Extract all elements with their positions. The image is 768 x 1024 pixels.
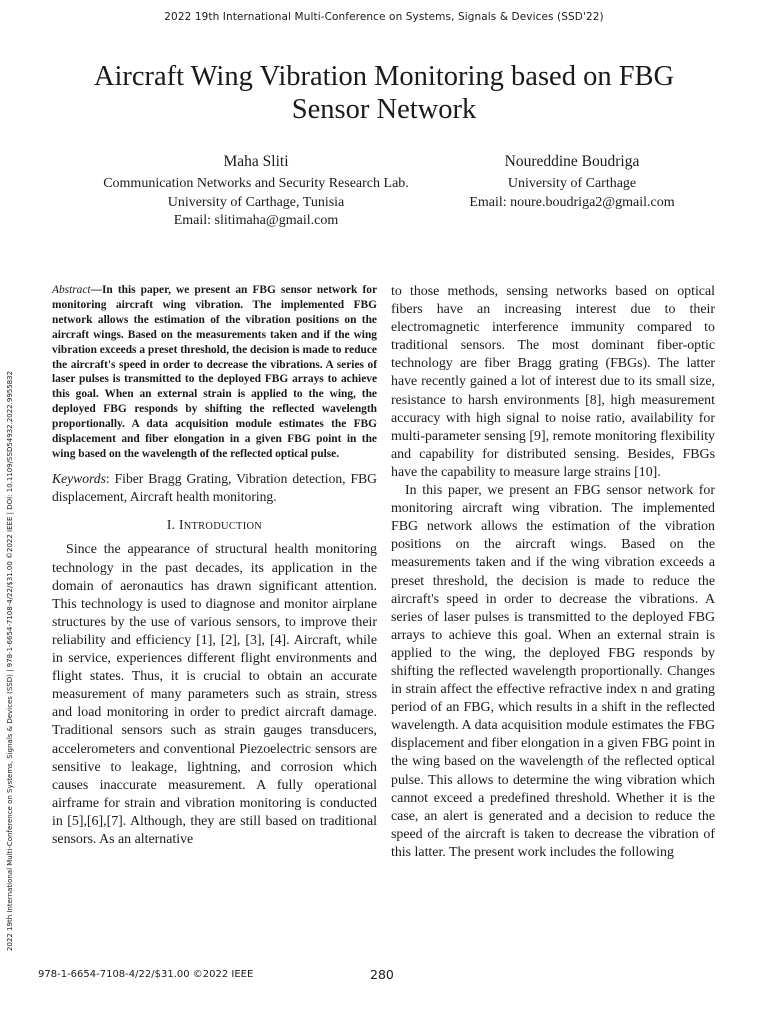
doi-sidebar: 2022 19th International Multi-Conference on Systems, Signals & Devices (SSD) | 978-1-6654-7108-4/22/$31.00 ©2022 IEEE | DOI: 10.1109/SSD54932.2022.9955832 [6, 370, 14, 951]
conference-header: 2022 19th International Multi-Conference on Systems, Signals & Devices (SSD'22) [164, 11, 604, 23]
footer-isbn: 978-1-6654-7108-4/22/$31.00 ©2022 IEEE [38, 969, 254, 980]
author-affiliation: Communication Networks and Security Research Lab. [103, 176, 409, 191]
right-column [391, 283, 715, 862]
author-block-1 [62, 152, 450, 231]
keywords-label: Keywords [52, 470, 106, 486]
author-name: Noureddine Boudriga [504, 153, 640, 170]
section-heading-introduction [52, 517, 377, 533]
section-title-rest: NTRODUCTION [183, 521, 263, 533]
paper-title-line2: Sensor Network [291, 94, 477, 125]
author-affiliation: University of Carthage [507, 176, 637, 191]
author-email: Email: slitimaha@gmail.com [173, 213, 339, 228]
intro-paragraph-2: In this paper, we present an FBG sensor network for monitoring aircraft wing vibration. The implemented FBG network allows the estimation of the vibration positions on the aircraft wings. Based on the measurements taken and if the wing vibration exceeds a preset threshold, the decision is made to reduce the aircraft's speed in order to decrease the vibrations. A series of laser pulses is transmitted to the deployed FBG arrays to achieve this goal. When an external strain is applied to the wing, the deployed FBG responds by shifting the reflected wavelength proportionally. Changes in strain affect the effective refractive index n and grating period of an FBG, which results in a shift in the reflected wavelength. A data acquisition module estimates the FBG displacement and fiber elongation in a given FBG point in the wing based on the wavelength of the reflected optical pulse. This allows to determine the wing vibration which cannot exceed a predefined threshold. Whether it is the case, an alert is generated and a decision to reduce the speed of the aircraft is taken to decrease the vibration of this latter. The present work includes the following [391, 483, 715, 860]
abstract-label: Abstract [52, 284, 91, 296]
author-email: Email: noure.boudriga2@gmail.com [469, 194, 675, 210]
abstract-text: In this paper, we present an FBG sensor network for monitoring aircraft wing vibration. The implemented FBG network allows the estimation of the vibration positions on the aircraft wings. Based on the measurements taken and if the wing vibration exceeds a preset threshold, the decision is made to reduce the aircraft's speed in order to decrease the vibrations. A series of laser pulses is transmitted to the deployed FBG arrays to achieve this goal. When an external strain is applied to the wing, the deployed FBG responds by shifting the reflected wavelength proportionally. A data acquisition module estimates the FBG displacement and fiber elongation in a given FBG point in the wing based on the wavelength of the reflected optical pulse. [52, 284, 377, 460]
keywords-text: Fiber Bragg Grating, Vibration detection, FBG displacement, Aircraft health monitoring. [52, 470, 377, 504]
intro-paragraph-1-continued: to those methods, sensing networks based on optical fibers have an increasing interest due to their electromagnetic interference immunity compared to traditional sensors. The most dominant fiber-optic technology are fiber Bragg grating (FBGs). The latter have recently gained a lot of interest due to its small size, resistance to harsh environments [8], high measurement accuracy with high signal to noise ratio, availability for multi-parameter sensing [9], remote monitoring flexibility and capability for distributed sensing. Besides, FBGs have the capability to measure large strains [10]. [391, 284, 715, 480]
left-column [52, 283, 377, 849]
paper-title [40, 60, 728, 126]
author-name: Maha Sliti [223, 153, 289, 170]
section-numeral: I. I [166, 517, 184, 533]
abstract-dash: — [90, 284, 102, 296]
keywords [52, 470, 377, 506]
keywords-separator: : [105, 470, 110, 486]
author-block-2 [442, 152, 702, 212]
page-number: 280 [370, 967, 394, 982]
intro-paragraph-1: Since the appearance of structural health monitoring technology in the past decades, its application in the domain of aeronautics has drawn significant attention. This technology is used to diagnose and monitor airplane structures by the use of various sensors, to improve their reliability and efficiency [1], [2], [3], [4]. Aircraft, while in service, experiences different flight environments and flight states. Thus, it is crucial to obtain an accurate measurement of many parameters such as strain, stress and load monitoring in order to predict aircraft damage. Traditional sensors such as strain gauges transducers, accelerometers and conventional Piezoelectric sensors are sensitive to leakage, lightning, and corrosion which causes inaccurate measurement. A fully operational airframe for strain and vibration monitoring is conducted in [5],[6],[7]. Although, they are still based on traditional sensors. As an alternative [52, 542, 377, 847]
abstract [52, 283, 377, 462]
paper-title-line1: Aircraft Wing Vibration Monitoring based on FBG [93, 61, 675, 92]
author-affiliation: University of Carthage, Tunisia [167, 194, 345, 210]
